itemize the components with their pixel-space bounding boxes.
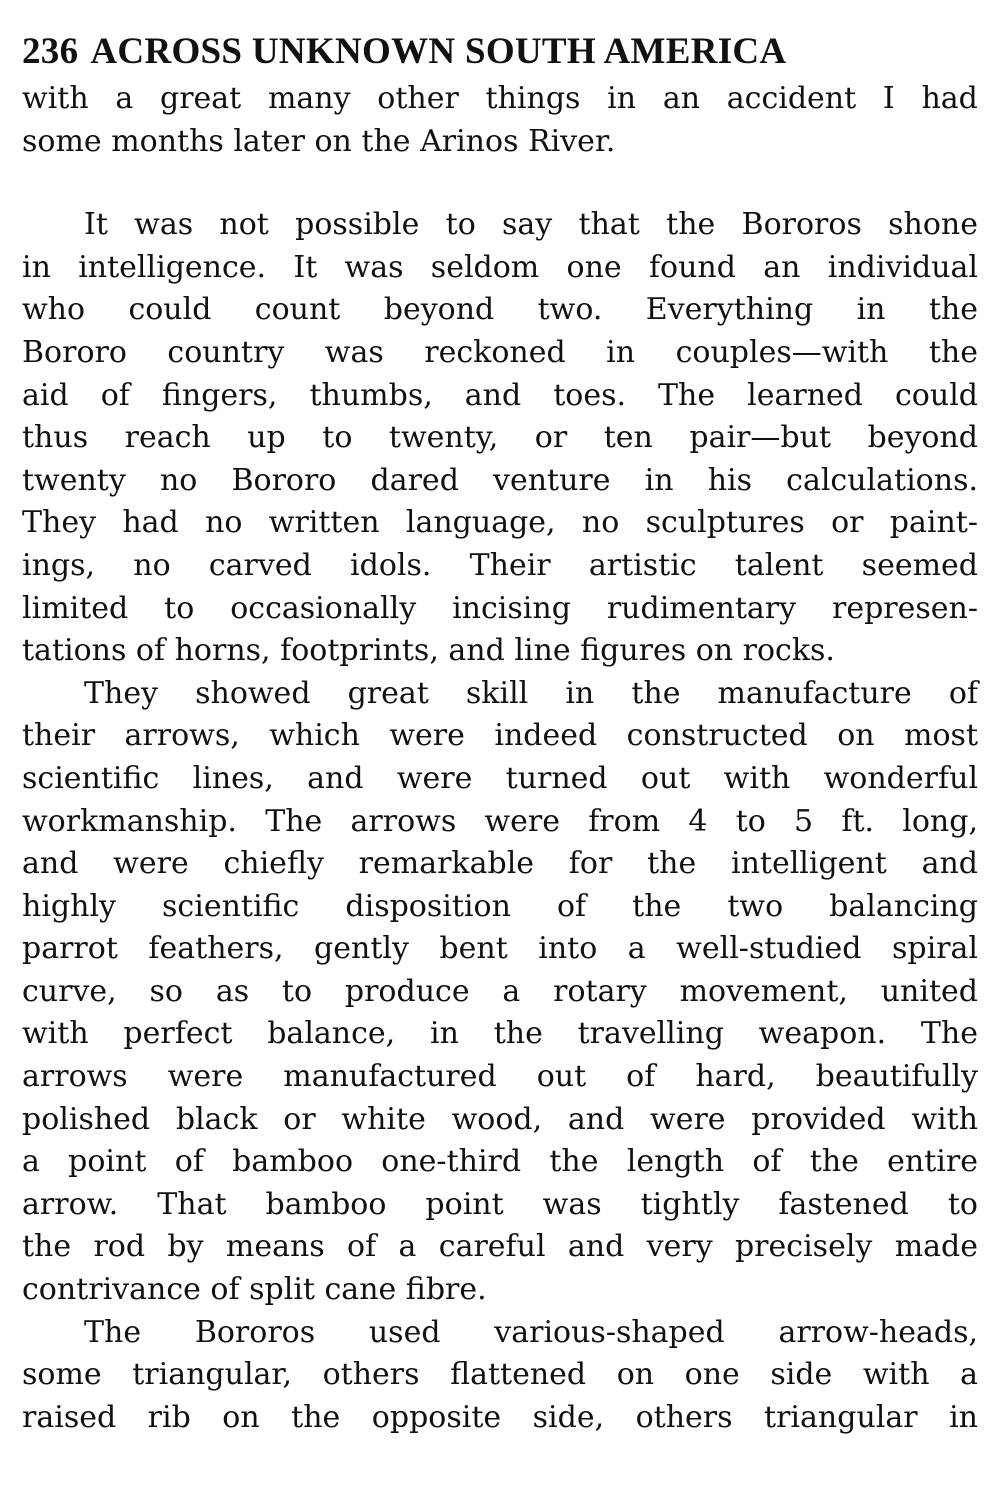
text-line: arrow. That bamboo point was tightly fastened to xyxy=(22,1186,978,1222)
text-line: aid of fingers, thumbs, and toes. The learned could xyxy=(22,377,978,413)
text-line: They showed great skill in the manufacture of xyxy=(84,675,978,711)
text-line: arrows were manufactured out of hard, beautifully xyxy=(22,1059,978,1095)
text-line: contrivance of split cane fibre. xyxy=(22,1272,487,1308)
text-line: tations of horns, footprints, and line figures on rocks. xyxy=(22,633,835,669)
text-line: some triangular, others flattened on one side with a xyxy=(22,1357,978,1393)
text-line: raised rib on the opposite side, others triangular in xyxy=(22,1399,978,1435)
text-line: parrot feathers, gently bent into a well-studied spiral xyxy=(22,931,978,967)
text-line: It was not possible to say that the Bororos shone xyxy=(84,207,978,243)
body-text xyxy=(22,78,978,1439)
text-line: scientific lines, and were turned out with wonderful xyxy=(22,760,978,796)
running-title: ACROSS UNKNOWN SOUTH AMERICA xyxy=(90,31,787,72)
text-line: The Bororos used various-shaped arrow-heads, xyxy=(84,1314,978,1350)
text-line: and were chiefly remarkable for the intelligent and xyxy=(22,846,978,882)
text-line: with perfect balance, in the travelling weapon. The xyxy=(22,1016,978,1052)
text-line: the rod by means of a careful and very precisely made xyxy=(22,1229,978,1265)
text-line: highly scientific disposition of the two balancing xyxy=(22,888,978,924)
text-line: who could count beyond two. Everything in the xyxy=(22,292,978,328)
paragraph xyxy=(22,1312,978,1440)
text-line: workmanship. The arrows were from 4 to 5 ft. long, xyxy=(22,803,978,839)
page-number: 236 xyxy=(22,31,79,72)
text-line: with a great many other things in an accident I had xyxy=(22,81,978,116)
book-page xyxy=(22,26,978,1439)
text-line: Bororo country was reckoned in couples—with the xyxy=(22,334,978,370)
text-line: a point of bamboo one-third the length of the entire xyxy=(22,1144,978,1180)
text-line: twenty no Bororo dared venture in his calculations. xyxy=(22,462,978,498)
text-line: ings, no carved idols. Their artistic talent seemed xyxy=(22,547,978,583)
paragraph-continued xyxy=(22,78,978,163)
text-line: thus reach up to twenty, or ten pair—but beyond xyxy=(22,420,978,456)
text-line: limited to occasionally incising rudimentary represen- xyxy=(22,590,978,626)
text-line: their arrows, which were indeed constructed on most xyxy=(22,718,978,754)
text-line: polished black or white wood, and were provided with xyxy=(22,1101,978,1137)
text-line: They had no written language, no sculptures or paint- xyxy=(22,505,978,541)
text-line: some months later on the Arinos River. xyxy=(22,123,616,159)
text-line: curve, so as to produce a rotary movement, united xyxy=(22,973,978,1009)
paragraph xyxy=(22,673,978,1312)
text-line: in intelligence. It was seldom one found an individual xyxy=(22,249,978,285)
paragraph xyxy=(22,204,978,673)
running-head xyxy=(22,26,978,78)
